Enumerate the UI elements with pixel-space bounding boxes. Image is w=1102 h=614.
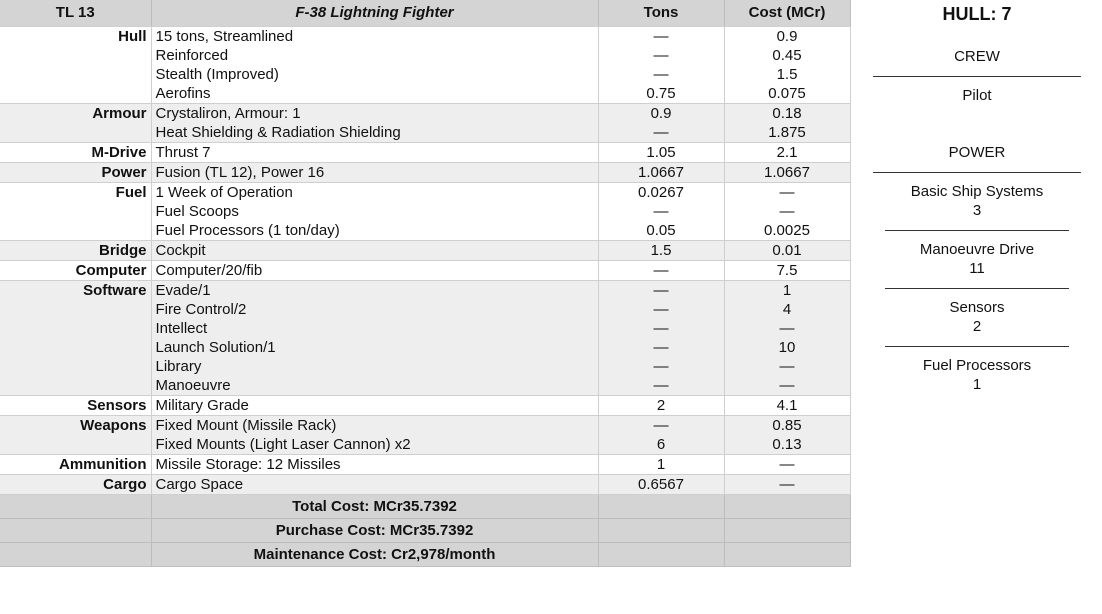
component-cost: 0.45 — [772, 47, 802, 64]
row-cost — [724, 104, 850, 143]
component-cost: 0.01 — [772, 242, 802, 259]
component-name: Evade/1 — [155, 282, 211, 299]
spec-row — [0, 183, 850, 241]
component-tons: — — [653, 417, 669, 434]
row-label: Cargo — [0, 475, 151, 495]
component-tons: 0.75 — [646, 85, 676, 102]
crew-title: CREW — [954, 48, 1000, 65]
component-tons: — — [653, 124, 669, 141]
row-tons — [598, 416, 724, 455]
power-item-name: Sensors — [949, 299, 1005, 316]
tons-header: Tons — [598, 0, 724, 27]
power-list — [852, 173, 1102, 394]
row-tons — [598, 27, 724, 104]
component-tons: — — [653, 28, 669, 45]
total-cost-row — [0, 495, 850, 519]
row-items — [151, 475, 598, 495]
component-cost: 1 — [782, 282, 792, 299]
row-cost — [724, 163, 850, 183]
row-cost — [724, 27, 850, 104]
summary-cost-blank — [724, 543, 850, 567]
row-label: Bridge — [0, 241, 151, 261]
component-cost: 10 — [778, 339, 796, 356]
component-tons: — — [653, 47, 669, 64]
component-name: Aerofins — [155, 85, 211, 102]
summary-tons-blank — [598, 519, 724, 543]
component-name: Stealth (Improved) — [155, 66, 279, 83]
component-cost: — — [779, 203, 795, 220]
row-items — [151, 396, 598, 416]
component-name: Fixed Mount (Missile Rack) — [155, 417, 337, 434]
spec-row — [0, 455, 850, 475]
row-label: Computer — [0, 261, 151, 281]
summary-spacer — [0, 543, 151, 567]
row-label: Ammunition — [0, 455, 151, 475]
component-tons: 0.9 — [650, 105, 672, 122]
row-cost — [724, 143, 850, 163]
spec-row — [0, 396, 850, 416]
component-tons: — — [653, 301, 669, 318]
spec-row — [0, 143, 850, 163]
component-tons: — — [653, 377, 669, 394]
component-tons: 0.0267 — [638, 184, 684, 201]
purchase-cost-row — [0, 519, 850, 543]
component-cost: 0.85 — [772, 417, 802, 434]
component-name: Crystaliron, Armour: 1 — [155, 105, 301, 122]
power-title: POWER — [948, 144, 1006, 161]
component-cost: — — [779, 184, 795, 201]
power-item — [852, 289, 1102, 336]
row-tons — [598, 396, 724, 416]
power-item-name: Basic Ship Systems — [910, 183, 1044, 200]
row-cost — [724, 475, 850, 495]
row-items — [151, 416, 598, 455]
row-cost — [724, 241, 850, 261]
row-tons — [598, 455, 724, 475]
summary-spacer — [0, 495, 151, 519]
row-tons — [598, 281, 724, 396]
maintenance-cost-row — [0, 543, 850, 567]
component-tons: — — [653, 282, 669, 299]
component-tons: — — [653, 339, 669, 356]
row-tons — [598, 163, 724, 183]
row-items — [151, 143, 598, 163]
component-name: Manoeuvre — [155, 377, 231, 394]
component-cost: 4.1 — [776, 397, 798, 414]
row-cost — [724, 455, 850, 475]
component-cost: 4 — [782, 301, 792, 318]
spec-row — [0, 416, 850, 455]
component-name: 1 Week of Operation — [155, 184, 293, 201]
cost-header: Cost (MCr) — [724, 0, 850, 27]
component-cost: — — [779, 456, 795, 473]
component-name: Fuel Processors (1 ton/day) — [155, 222, 340, 239]
component-name: Library — [155, 358, 202, 375]
row-cost — [724, 183, 850, 241]
row-items — [151, 241, 598, 261]
row-items — [151, 281, 598, 396]
component-cost: — — [779, 476, 795, 493]
component-cost: 0.9 — [776, 28, 798, 45]
row-label: Software — [0, 281, 151, 396]
row-tons — [598, 104, 724, 143]
component-tons: 0.05 — [646, 222, 676, 239]
component-name: Military Grade — [155, 397, 249, 414]
summary-spacer — [0, 519, 151, 543]
tech-level: TL 13 — [0, 0, 151, 27]
component-tons: — — [653, 66, 669, 83]
row-items — [151, 163, 598, 183]
component-name: 15 tons, Streamlined — [155, 28, 294, 45]
component-tons: — — [653, 320, 669, 337]
row-label: Sensors — [0, 396, 151, 416]
component-tons: 0.6567 — [638, 476, 684, 493]
spec-row — [0, 163, 850, 183]
spec-row — [0, 27, 850, 104]
component-name: Cockpit — [155, 242, 206, 259]
total-cost: Total Cost: MCr35.7392 — [151, 495, 598, 519]
row-label: Power — [0, 163, 151, 183]
power-item-value: 1 — [972, 376, 982, 393]
summary-cost-blank — [724, 519, 850, 543]
component-tons: 6 — [656, 436, 666, 453]
row-label: Weapons — [0, 416, 151, 455]
component-cost: 1.5 — [776, 66, 798, 83]
row-tons — [598, 143, 724, 163]
summary-cost-blank — [724, 495, 850, 519]
component-cost: 0.13 — [772, 436, 802, 453]
row-items — [151, 104, 598, 143]
component-cost: 7.5 — [776, 262, 798, 279]
row-label: M-Drive — [0, 143, 151, 163]
component-cost: 0.075 — [768, 85, 806, 102]
row-label: Armour — [0, 104, 151, 143]
component-tons: 1.5 — [650, 242, 672, 259]
component-tons: — — [653, 262, 669, 279]
component-cost: 2.1 — [776, 144, 798, 161]
row-items — [151, 27, 598, 104]
component-name: Intellect — [155, 320, 208, 337]
component-name: Cargo Space — [155, 476, 244, 493]
component-name: Fuel Scoops — [155, 203, 239, 220]
row-tons — [598, 241, 724, 261]
component-cost: — — [779, 377, 795, 394]
power-item — [852, 347, 1102, 394]
power-item — [852, 173, 1102, 220]
row-items — [151, 455, 598, 475]
row-cost — [724, 396, 850, 416]
component-name: Computer/20/fib — [155, 262, 263, 279]
row-cost — [724, 416, 850, 455]
spec-row — [0, 475, 850, 495]
row-label: Hull — [0, 27, 151, 104]
crew-role: Pilot — [962, 87, 992, 104]
side-panel — [852, 0, 1102, 394]
power-item — [852, 231, 1102, 278]
component-cost: 1.875 — [768, 124, 806, 141]
row-cost — [724, 261, 850, 281]
row-label: Fuel — [0, 183, 151, 241]
row-cost — [724, 281, 850, 396]
component-cost: 0.18 — [772, 105, 802, 122]
power-item-value: 2 — [972, 318, 982, 335]
component-name: Fixed Mounts (Light Laser Cannon) x2 — [155, 436, 411, 453]
row-tons — [598, 261, 724, 281]
component-tons: 1.0667 — [638, 164, 684, 181]
row-items — [151, 261, 598, 281]
spec-row — [0, 281, 850, 396]
component-tons: — — [653, 358, 669, 375]
component-name: Fusion (TL 12), Power 16 — [155, 164, 325, 181]
component-cost: 1.0667 — [764, 164, 810, 181]
component-tons: 1.05 — [646, 144, 676, 161]
maintenance-cost: Maintenance Cost: Cr2,978/month — [151, 543, 598, 567]
component-cost: — — [779, 320, 795, 337]
component-tons: — — [653, 203, 669, 220]
summary-tons-blank — [598, 543, 724, 567]
row-items — [151, 183, 598, 241]
summary-tons-blank — [598, 495, 724, 519]
spec-row — [0, 261, 850, 281]
component-name: Thrust 7 — [155, 144, 211, 161]
power-item-name: Manoeuvre Drive — [919, 241, 1035, 258]
component-tons: 1 — [656, 456, 666, 473]
component-name: Launch Solution/1 — [155, 339, 276, 356]
ship-name: F-38 Lightning Fighter — [151, 0, 598, 27]
component-name: Heat Shielding & Radiation Shielding — [155, 124, 401, 141]
component-name: Reinforced — [155, 47, 229, 64]
component-cost: — — [779, 358, 795, 375]
purchase-cost: Purchase Cost: MCr35.7392 — [151, 519, 598, 543]
header-row — [0, 0, 850, 27]
hull-points: HULL: 7 — [942, 4, 1012, 24]
spec-row — [0, 104, 850, 143]
spec-row — [0, 241, 850, 261]
component-tons: 2 — [656, 397, 666, 414]
component-cost: 0.0025 — [764, 222, 810, 239]
power-item-value: 11 — [969, 260, 985, 277]
component-name: Missile Storage: 12 Missiles — [155, 456, 341, 473]
row-tons — [598, 183, 724, 241]
power-item-name: Fuel Processors — [922, 357, 1032, 374]
row-tons — [598, 475, 724, 495]
power-item-value: 3 — [972, 202, 982, 219]
component-name: Fire Control/2 — [155, 301, 247, 318]
